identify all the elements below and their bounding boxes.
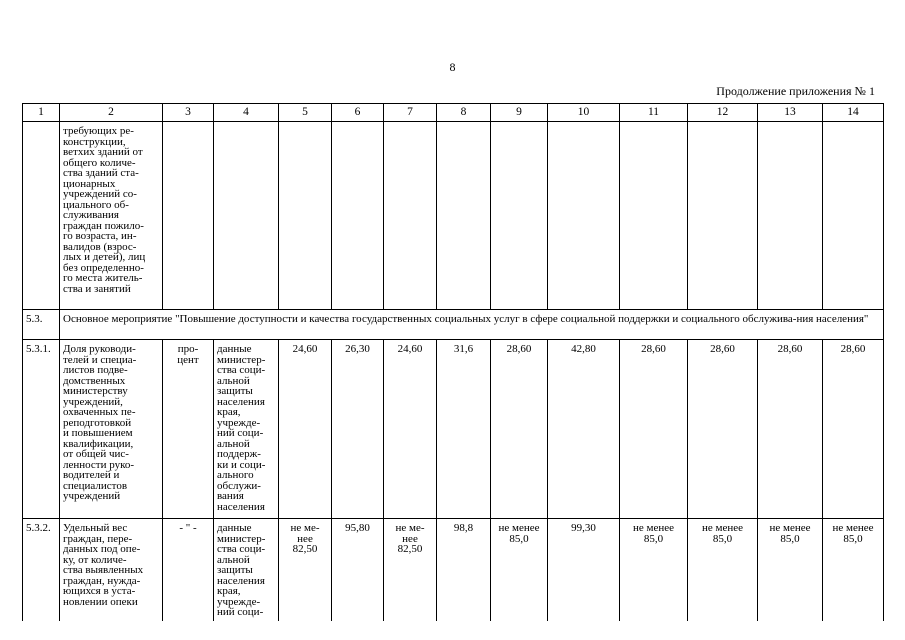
source-cell	[214, 122, 279, 310]
source-cell: данные министер- ства соци- альной защиты населения края, учрежде- ний соци-	[214, 519, 279, 621]
value-cell: не ме- нее 82,50	[384, 519, 437, 621]
table-row	[23, 340, 884, 519]
row-number-cell: 5.3.1.	[23, 340, 60, 519]
continuation-caption: Продолжение приложения № 1	[716, 84, 875, 98]
column-header: 8	[437, 104, 491, 122]
value-cell: 42,80	[548, 340, 620, 519]
value-cell	[548, 122, 620, 310]
column-header: 7	[384, 104, 437, 122]
value-cell: 28,60	[620, 340, 688, 519]
value-cell: не ме- нее 82,50	[279, 519, 332, 621]
indicator-name-cell: Доля руководи- телей и специа- листов подве- домственных министерству учреждений, охваченных пе- реподготовкой и повышением квалификации, от общей чис- ленности руко- водителей и специалистов учреждений	[60, 340, 163, 519]
column-header: 6	[332, 104, 384, 122]
value-cell: не менее 85,0	[758, 519, 823, 621]
value-cell: не менее 85,0	[620, 519, 688, 621]
indicator-table	[22, 103, 884, 621]
column-header: 14	[823, 104, 884, 122]
value-cell: 26,30	[332, 340, 384, 519]
value-cell	[332, 122, 384, 310]
section-number-cell: 5.3.	[23, 310, 60, 340]
column-header: 10	[548, 104, 620, 122]
value-cell: 99,30	[548, 519, 620, 621]
source-cell: данные министер- ства соци- альной защиты населения края, учрежде- ний соци- альной поддерж- ки и соци- ального обслужи- вания населения	[214, 340, 279, 519]
value-cell: 95,80	[332, 519, 384, 621]
column-header: 2	[60, 104, 163, 122]
indicator-name-cell: Удельный вес граждан, пере- данных под опе- ку, от количе- ства выявленных граждан, нужда- ющихся в уста- новлении опеки	[60, 519, 163, 621]
column-number-row	[23, 104, 884, 122]
column-header: 9	[491, 104, 548, 122]
column-header: 11	[620, 104, 688, 122]
table-row	[23, 519, 884, 621]
value-cell	[491, 122, 548, 310]
value-cell: 31,6	[437, 340, 491, 519]
value-cell	[384, 122, 437, 310]
value-cell: не менее 85,0	[688, 519, 758, 621]
unit-cell: - " -	[163, 519, 214, 621]
row-number-cell: 5.3.2.	[23, 519, 60, 621]
column-header: 4	[214, 104, 279, 122]
value-cell	[620, 122, 688, 310]
value-cell: не менее 85,0	[823, 519, 884, 621]
value-cell: 28,60	[758, 340, 823, 519]
indicator-name-cell: требующих ре- конструкции, ветхих зданий от общего количе- ства зданий ста- ционарных учреждений со- циального об- служивания граждан пожило- го возраста, ин- валидов (взрос- лых и детей), лиц без определенно- го места житель- ства и занятий	[60, 122, 163, 310]
value-cell	[823, 122, 884, 310]
column-header: 1	[23, 104, 60, 122]
column-header: 12	[688, 104, 758, 122]
section-row	[23, 310, 884, 340]
value-cell: 98,8	[437, 519, 491, 621]
value-cell: 28,60	[688, 340, 758, 519]
page-number: 8	[449, 60, 456, 74]
row-number-cell	[23, 122, 60, 310]
column-header: 13	[758, 104, 823, 122]
table-row	[23, 122, 884, 310]
value-cell	[688, 122, 758, 310]
unit-cell: про- цент	[163, 340, 214, 519]
value-cell: 24,60	[279, 340, 332, 519]
value-cell: 28,60	[491, 340, 548, 519]
value-cell	[437, 122, 491, 310]
column-header: 5	[279, 104, 332, 122]
section-title-cell: Основное мероприятие "Повышение доступности и качества государственных социальных услуг в сфере социальной поддержки и социального обслужива-ния населения"	[60, 310, 884, 340]
value-cell	[279, 122, 332, 310]
value-cell: 28,60	[823, 340, 884, 519]
value-cell: не менее 85,0	[491, 519, 548, 621]
column-header: 3	[163, 104, 214, 122]
unit-cell	[163, 122, 214, 310]
value-cell	[758, 122, 823, 310]
value-cell: 24,60	[384, 340, 437, 519]
